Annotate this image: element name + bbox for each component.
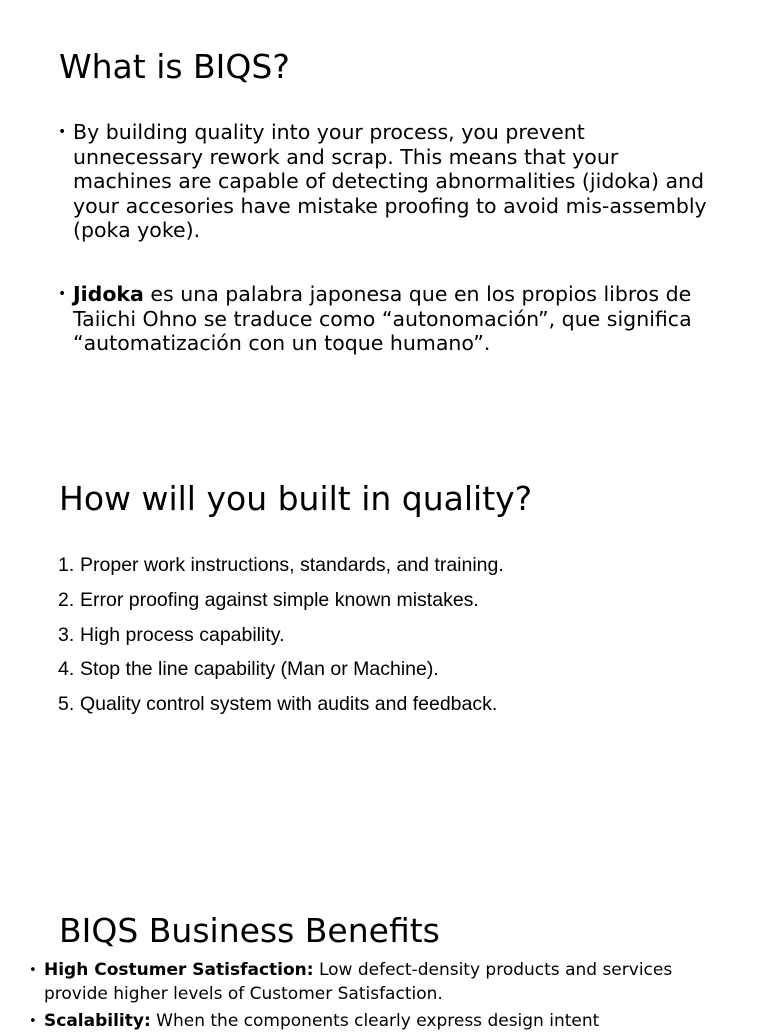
- benefit-body: When the components clearly express design intent: [150, 1011, 600, 1031]
- list-text: Error proofing against simple known mistakes.: [80, 588, 479, 611]
- list-text: Quality control system with audits and feedback.: [80, 693, 498, 716]
- benefit-bold-term: High Costumer Satisfaction:: [44, 960, 314, 980]
- list-item: [58, 585, 504, 620]
- list-item: [58, 620, 504, 655]
- list-text: Proper work instructions, standards, and training.: [80, 554, 504, 576]
- list-number: 1.: [58, 554, 75, 576]
- list-number: 2.: [58, 588, 75, 611]
- bullet-item: [59, 282, 719, 356]
- list-number: 3.: [58, 623, 75, 646]
- benefit-text: [44, 959, 729, 1006]
- list-item: [58, 689, 504, 724]
- slide-title-what-is-biqs: What is BIQS?: [59, 47, 290, 86]
- bullet-dot-icon: •: [29, 1014, 37, 1029]
- list-text: Stop the line capability (Man or Machine).: [80, 658, 439, 681]
- slide-title-business-benefits: BIQS Business Benefits: [59, 911, 440, 950]
- list-text: High process capability.: [80, 623, 285, 646]
- bullet-body: By building quality into your process, you prevent unnecessary rework and scrap. This means that your machines are capable of detecting abnormalities (jidoka) and your accesories have mistake proofing to avoid mis-assembly (poka yoke).: [73, 120, 707, 242]
- list-item: [58, 550, 504, 585]
- list-number: 4.: [58, 658, 75, 681]
- numbered-list: [58, 550, 504, 724]
- bullet-text: [73, 282, 719, 356]
- list-number: 5.: [58, 693, 75, 716]
- bullet-text: [73, 120, 719, 243]
- list-item: [58, 654, 504, 689]
- bullet-dot-icon: •: [58, 286, 67, 302]
- benefit-item: [29, 1010, 729, 1034]
- bullet-bold-term: Jidoka: [73, 282, 144, 306]
- benefit-item: [29, 959, 729, 1006]
- bullet-dot-icon: •: [29, 963, 37, 978]
- benefit-body: Low defect-density products and services provide higher levels of Customer Satisfaction.: [44, 960, 673, 1004]
- benefit-bold-term: Scalability:: [44, 1011, 151, 1031]
- bullet-body: es una palabra japonesa que en los propios libros de Taiichi Ohno se traduce como “autonomación”, que significa “automatización con un toque humano”.: [73, 282, 692, 355]
- slide-title-built-in-quality: How will you built in quality?: [59, 479, 533, 518]
- benefit-text: [44, 1010, 729, 1034]
- bullet-item: [59, 120, 719, 243]
- bullet-dot-icon: •: [58, 124, 67, 140]
